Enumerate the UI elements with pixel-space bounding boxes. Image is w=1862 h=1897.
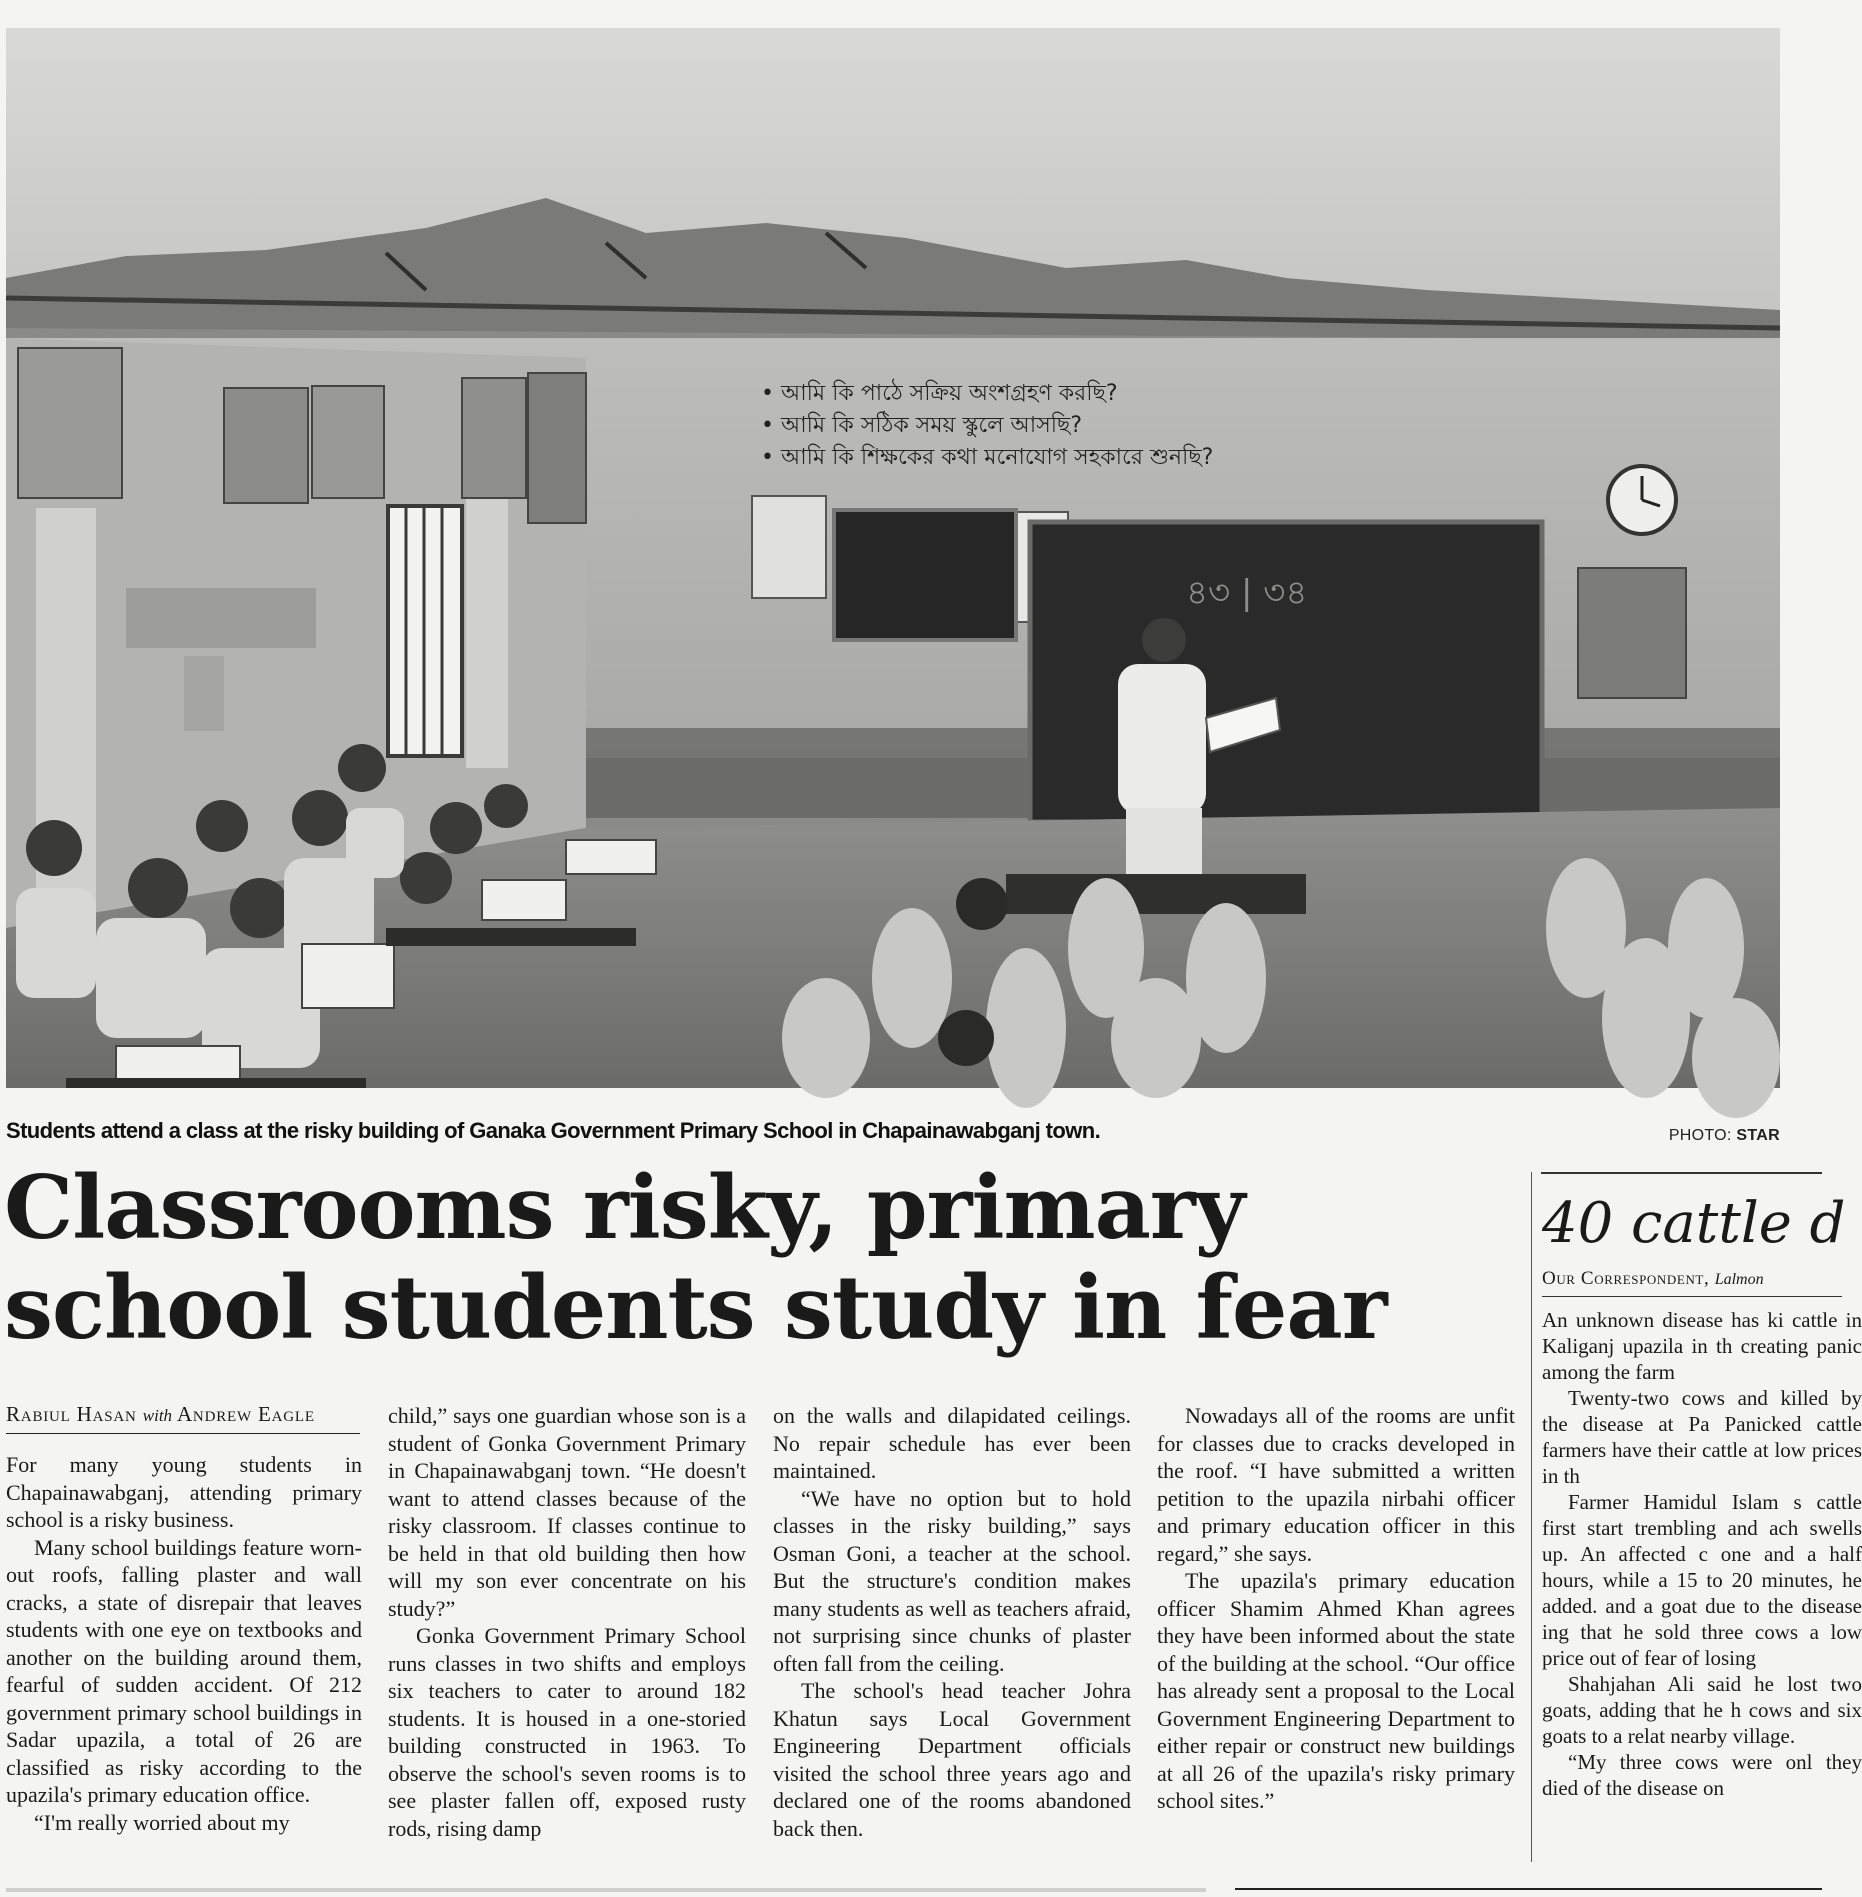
board-writing: ৪৩ | ৩৪ — [1186, 573, 1308, 613]
byline-coauthor: Andrew Eagle — [176, 1402, 315, 1426]
drawing — [184, 656, 224, 731]
poster — [18, 348, 122, 498]
calendar — [1578, 568, 1686, 698]
blackboard — [1030, 522, 1542, 822]
paragraph: Many school buildings feature worn-out roofs, falling plaster and wall cracks, a state of disrepair that leaves students with one eye on textbooks and another on the building around them, fearful of sudden accident. Of 212 government primary school buildings in Sadar upazila, a total of 26 are classified as risky according to the upazila's primary education office. — [6, 1534, 362, 1807]
paragraph: Farmer Hamidul Islam s cattle first start trembling and ach swells up. An affected c one and a half hours, while a 15 to 20 minutes, he added. and a goat due to the disease ing that he sold three cows a low price out of fear of losing — [1542, 1490, 1862, 1670]
paragraph: “My three cows were onl they died of the disease on — [1542, 1750, 1862, 1800]
side-article-headline: 40 cattle d — [1542, 1191, 1846, 1256]
credit-source: STAR — [1736, 1127, 1780, 1144]
paragraph: Nowadays all of the rooms are unfit for classes due to cracks developed in the roof. “I have submitted a written petition to the upazila nirbahi officer and primary education officer in this regard,” she says. — [1157, 1403, 1515, 1566]
wall-notice-line: • আমি কি পাঠে সক্রিয় অংশগ্রহণ করছি? — [761, 381, 1118, 406]
column-divider — [1531, 1172, 1532, 1862]
photo-credit — [1669, 1127, 1780, 1145]
poster — [312, 386, 384, 498]
byline-author: Rabiul Hasan — [6, 1402, 137, 1426]
pillar — [466, 498, 508, 768]
wall-notice-line: • আমি কি সঠিক সময় স্কুলে আসছি? — [761, 413, 1083, 438]
credit-label: PHOTO: — [1668, 1127, 1737, 1144]
paragraph: “I'm really worried about my — [34, 1809, 290, 1835]
article-column-2 — [388, 1402, 746, 1842]
article-column-3 — [773, 1402, 1131, 1842]
bottom-rule — [1235, 1888, 1822, 1890]
photo-caption: Students attend a class at the risky building of Ganaka Government Primary School in Chapainawabganj town. — [6, 1118, 1101, 1143]
paragraph: An unknown disease has ki cattle in Kaliganj upazila in th creating panic among the farm — [1542, 1308, 1862, 1384]
poster — [462, 378, 526, 498]
paragraph: child,” says one guardian whose son is a student of Gonka Government Primary in Chapainawabganj town. “He doesn't want to attend classes because of the risky classroom. If classes continue to be held in that old building then how will my son ever concentrate on his study?” — [388, 1403, 746, 1621]
notice-sheet — [752, 496, 826, 598]
paragraph: The upazila's primary education officer Shamim Ahmed Khan agrees they have been informed about the state of the building at the school. “Our office has already sent a proposal to the Local Government Engineering Department to either repair or construct new buildings at all 26 of the upazila's risky primary school sites.” — [1157, 1568, 1515, 1813]
side-article — [1542, 1172, 1862, 1872]
paragraph: Gonka Government Primary School runs classes in two shifts and employs six teachers to cater to around 182 students. It is housed in a one-storied building constructed in 1963. To observe the school's seven rooms is to see plaster fallen off, exposed rusty rods, rising damp — [388, 1623, 746, 1841]
poster — [224, 388, 308, 503]
small-blackboard — [834, 510, 1016, 640]
article-column-1 — [6, 1451, 362, 1836]
article-headline: Classrooms risky, primary school students study in fear — [4, 1156, 1387, 1359]
article-column-4 — [1157, 1402, 1515, 1815]
paragraph: Shahjahan Ali said he lost two goats, adding that he h cows and six goats to a relat nearby village. — [1542, 1672, 1862, 1748]
side-byline-author: Our Correspondent, — [1542, 1268, 1710, 1289]
teacher-desk — [1006, 874, 1306, 914]
side-article-body — [1542, 1307, 1862, 1801]
paragraph: For many young students in Chapainawabganj, attending primary school is a risky business. — [6, 1452, 362, 1532]
paragraph: on the walls and dilapidated ceilings. No repair schedule has ever been maintained. — [773, 1403, 1131, 1483]
paragraph: The school's head teacher Johra Khatun says Local Government Engineering Department officials visited the school three years ago and declared one of the rooms abandoned back then. — [773, 1678, 1131, 1841]
drawings-row — [126, 588, 316, 648]
side-article-byline — [1542, 1268, 1842, 1297]
byline-with: with — [142, 1406, 173, 1425]
paragraph: “We have no option but to hold classes in the risky building,” says Osman Goni, a teacher at the school. But the structure's condition makes many students as well as teachers afraid, not surprising since chunks of plaster often fall from the ceiling. — [773, 1485, 1131, 1676]
side-byline-place: Lalmon — [1714, 1271, 1764, 1288]
news-photo — [6, 28, 1780, 1088]
bottom-rule — [6, 1888, 1206, 1892]
poster — [528, 373, 586, 523]
classroom-photo-illustration — [6, 28, 1780, 1088]
paragraph: Twenty-two cows and killed by the disease at Pa Panicked cattle farmers have their cattle at low prices in th — [1542, 1386, 1862, 1488]
wall-notice-line: • আমি কি শিক্ষকের কথা মনোযোগ সহকারে শুনছি? — [761, 445, 1214, 470]
article-byline — [6, 1402, 360, 1434]
